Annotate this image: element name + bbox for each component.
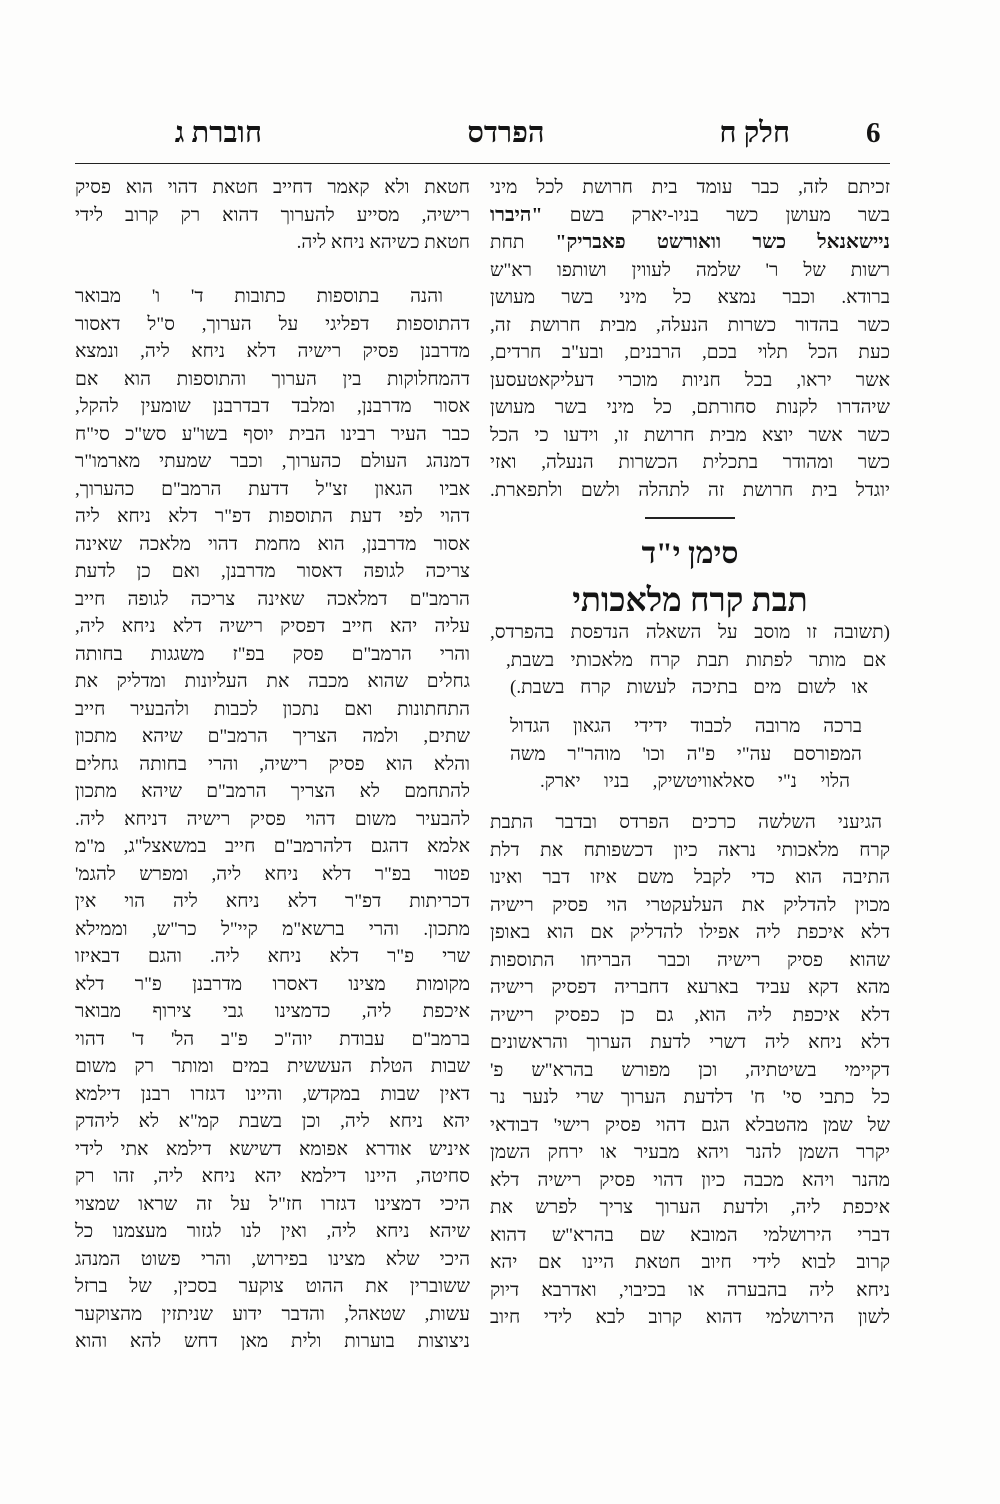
responsum-line: הגיעני השלשה כרכים הפרדס ובדבר התבת bbox=[490, 812, 882, 834]
paragraph-line: מקומות מצינו דאסרו מדרבנן פ"ר דלא bbox=[75, 973, 470, 995]
paragraph-line: להבעיר משום דהוי פסיק רישיה דניחא ליה. bbox=[75, 808, 470, 830]
paragraph-line: היכי שלא מצינו בפירוש, והרי פשוט המנהג bbox=[75, 1248, 470, 1270]
paragraph-line: התחתונות ואם נתכון לכבות ולהבעיר חייב bbox=[75, 698, 470, 720]
responsum-line: איכפת ליה, ולדעת הערוך צריך לפרש את bbox=[490, 1197, 890, 1219]
responsum-line: דלא איכפת ליה הוא, גם כן כפסיק רישיה bbox=[490, 1004, 890, 1026]
intro-line bbox=[490, 229, 890, 257]
responsum-line: לשון הירושלמי דהוא קרוב לבא לידי חיוב bbox=[490, 1307, 890, 1329]
responsum-line: שהוא פסיק רישיה וכבר הבריחו התוספות bbox=[490, 949, 890, 971]
question-note bbox=[490, 619, 890, 702]
paragraph-line: דהתוספות דפליגי על הערוך, ס"ל דאסור bbox=[75, 313, 470, 335]
siman-heading: סימן י"ד bbox=[641, 537, 739, 570]
question-note-line: אם מותר לפתות תבת קרח מלאכותי בשבת, bbox=[506, 649, 886, 671]
intro-line: כשר בהדור כשרות הנעלה, מבית חרושת זה, bbox=[490, 314, 890, 336]
salutation-line: המפורסם עה"י פ"ה וכו' מוהר"ר משה bbox=[510, 743, 862, 765]
paragraph-line: כבר העיר רבינו הבית יוסף בשו"ע סש"כ סי"ח bbox=[75, 423, 470, 445]
intro-paragraph bbox=[490, 174, 890, 504]
journal-title: הפרדס bbox=[467, 117, 545, 149]
continuation-line: רישיה, מסייע להערוך דהוא רק קרוב לידי bbox=[75, 204, 470, 226]
responsum-title: תבת קרח מלאכותי bbox=[572, 583, 808, 619]
responsum-line: דלא ניחא ליה דשרי לדעת הערוך והראשונים bbox=[490, 1032, 890, 1054]
paragraph-line: והלא הוא פסיק רישיה, והרי בחותה גחלים bbox=[75, 753, 470, 775]
responsum-line: מהא דקא עביד בארעא דחבריה דפסיק רישיה bbox=[490, 977, 890, 999]
intro-line: כשר אשר יוצא מבית חרושת זו, וידעו כי הכל bbox=[490, 424, 890, 446]
responsum-line: של שמן מהטבלא הגם דהוי פסיק רישי' דבודאי bbox=[490, 1114, 890, 1136]
intro-line: כעת הכל תלוי בכם, הרבנים, ובע"ב חרדים, bbox=[490, 342, 890, 363]
paragraph-line: אלמא דהגם דלהרמב"ם חייב במשאצל"ג, מ"מ bbox=[75, 836, 470, 858]
responsum-line: קרח מלאכותי נראה כיון דכשפותח את דלת bbox=[490, 839, 890, 861]
intro-line: אשר יראו, בכל חניות מוכרי דעליקאטעסען bbox=[490, 369, 890, 391]
question-note-line: (תשובה זו מוסב על השאלה הנדפסת בהפרדס, bbox=[490, 622, 890, 644]
header-rule bbox=[75, 163, 890, 164]
paragraph-line: ששוברין את ההוט צוקער בסכין, של ברזל bbox=[75, 1276, 470, 1298]
continuation-paragraph bbox=[75, 174, 470, 257]
page-number: 6 bbox=[866, 117, 881, 149]
responsum-line: קרוב לבוא לידי חיוב חטאת היינו אם יהא bbox=[490, 1252, 890, 1274]
intro-line-text: תחת bbox=[490, 232, 525, 253]
salutation bbox=[490, 713, 890, 796]
paragraph-line: ניצוצות בוערות ולית מאן דחש להא והוא bbox=[75, 1331, 470, 1353]
company-name-bold: ניישאנאל כשר וואורשט פאבריק" bbox=[555, 231, 890, 253]
paragraph-line: אסור מדרבנן, ומלבד דבדרבנן שומעין להקל, bbox=[75, 396, 470, 418]
continuation-line: חטאת כשיהא ניחא ליה. bbox=[296, 232, 470, 253]
intro-line: שיהדרו לקנות סחורתם, כל מיני בשר מעושן bbox=[490, 397, 890, 418]
responsum-line: ניחא ליה בהבערה או בכיבוי, ואדרבא דיוק bbox=[490, 1279, 890, 1301]
responsum-body bbox=[490, 809, 890, 1332]
paragraph-line: גחלים שהוא מכבה את העליונות ומדליק את bbox=[75, 671, 470, 693]
paragraph-line: דאין שבות במקדש, והיינו דגזרו רבנן דילמא bbox=[75, 1083, 470, 1105]
intro-line: רשות של ר' שלמה לעווין ושותפו רא"ש bbox=[490, 259, 890, 281]
paragraph-line: מתכון. והרי ברשא"מ קיי"ל כר"ש, וממילא bbox=[75, 918, 470, 940]
paragraph-line: דהוי לפי דעת התוספות דפ"ר דלא ניחא ליה bbox=[75, 506, 470, 528]
paragraph-line: דמנהג העולם כהערוך, וכבר שמעתי מארמו"ר bbox=[75, 451, 470, 473]
issue-number: חוברת ג bbox=[174, 117, 262, 149]
salutation-line: ברכה מרובה לכבוד ידידי הגאון הגדול bbox=[510, 716, 862, 738]
paragraph-line: ברמב"ם עבודת יוה"כ פ"ב הל' ד' דהוי bbox=[75, 1028, 470, 1050]
paragraph-line: היכי דמצינו דגזרו חז"ל על זה שראו שמצוי bbox=[75, 1193, 470, 1215]
section-divider bbox=[645, 517, 735, 519]
paragraph-line: להתחמם לא הצריך הרמב"ם שיהא מתכון bbox=[75, 781, 470, 803]
paragraph-line: סחיטה, היינו דילמא יהא ניחא ליה, זהו רק bbox=[75, 1166, 470, 1188]
responsum-line: דקיימי בשיטתיה, וכן מפורש בהרא"ש פ' bbox=[490, 1059, 890, 1081]
paragraph-line: שיהא ניחא ליה, ואין לנו לגזור מעצמנו כל bbox=[75, 1221, 470, 1243]
discussion-paragraph bbox=[75, 283, 470, 1356]
question-note-line: או לשום מים בתיכה לעשות קרח בשבת.) bbox=[510, 677, 868, 699]
paragraph-line: איכפת ליה, כדמצינו גבי צירוף מבואר bbox=[75, 1001, 470, 1023]
paragraph-line: דהמחלוקות בין הערוך והתוספות הוא אם bbox=[75, 368, 470, 390]
intro-line: ברודא. וכבר נמצא כל מיני בשר מעושן bbox=[490, 287, 890, 308]
paragraph-line: דכריתות דפ"ר דלא ניחא ליה הוי אין bbox=[75, 891, 470, 913]
intro-line-text: בשר מעושן כשר בניו-יארק בשם bbox=[569, 204, 891, 226]
intro-line bbox=[490, 202, 890, 230]
paragraph-line: אסור מדרבנן, הוא מחמת דהוי מלאכה שאינה bbox=[75, 533, 470, 555]
salutation-line: הלוי נ"י סאלאוויטשיק, בניו יארק. bbox=[540, 771, 850, 793]
paragraph-line: יהא ניחא ליה, וכן בשבת קמ"א לא ליהדק bbox=[75, 1111, 470, 1133]
paragraph-line: שרי פ"ר דלא ניחא ליה. והגם דבאיזו bbox=[75, 946, 470, 968]
intro-line: יוגדל בית חרושת זה לתהלה ולשם ולתפארת. bbox=[490, 479, 890, 501]
company-name-bold: "היברו bbox=[490, 203, 543, 226]
paragraph-line: הרמב"ם דמלאכה שאינה צריכה לגופה חייב bbox=[75, 588, 470, 610]
responsum-line: מכוין להדליק את העלעקטרי הוי פסיק רישיה bbox=[490, 894, 890, 916]
continuation-line: חטאת ולא קאמר דחייב חטאת דהוי הוא פסיק bbox=[75, 177, 470, 198]
responsum-line: דלא איכפת ליה אפילו להדליק אם הוא באופן bbox=[490, 922, 890, 944]
volume-part: חלק ח bbox=[719, 117, 790, 149]
responsum-line: כל כתבי סי' ח' דלדעת הערוך שרי לנער נר bbox=[490, 1087, 890, 1109]
paragraph-line: אביו הגאון זצ"ל דדעת הרמב"ם כהערוך, bbox=[75, 478, 470, 500]
responsum-line: דברי הירושלמי המובא שם בהרא"ש דהוא bbox=[490, 1224, 890, 1246]
paragraph-line: והנה בתוספות כתובות ד' ו' מבואר bbox=[75, 286, 443, 308]
intro-line: זכיתם לזה, כבר עומד בית חרושת לכל מיני bbox=[490, 177, 890, 198]
paragraph-line: איניש אודרא אפומא דשישא דילמא אתי לידי bbox=[75, 1138, 470, 1160]
responsum-line: התיבה הוא כדי לקבל משם איזו דבר ואינו bbox=[490, 867, 890, 889]
paragraph-line: והרי הרמב"ם פסק בפ"ז משגגות בחותה bbox=[75, 643, 470, 665]
intro-line: כשר ומהודר בתכלית הכשרות הנעלה, ואזי bbox=[490, 452, 890, 473]
paragraph-line: מדרבנן פסיק רישיה דלא ניחא ליה, ונמצא bbox=[75, 341, 470, 363]
paragraph-line: עשות, שטאהל, והדבר ידוע שניתזין מהצוקער bbox=[75, 1303, 470, 1325]
paragraph-line: צריכה לגופה דאסור מדרבנן, ואם כן לדעת bbox=[75, 561, 470, 583]
paragraph-line: עליה יהא חייב דפסיק רישיה דלא ניחא ליה, bbox=[75, 616, 470, 638]
paragraph-line: פטור בפ"ר דלא ניחא ליה, ומפרש להגמ' bbox=[75, 863, 470, 885]
responsum-line: מהנר ויהא מכבה כיון דהוי פסיק רישיה דלא bbox=[490, 1169, 890, 1191]
paragraph-line: שתים, ולמה הצריך הרמב"ם שיהא מתכון bbox=[75, 726, 470, 748]
paragraph-line: שבות הטלת העששית במים ומותר רק משום bbox=[75, 1056, 470, 1078]
responsum-line: יקרר השמן להנר ויהא מבעיר או ירחק השמן bbox=[490, 1142, 890, 1164]
